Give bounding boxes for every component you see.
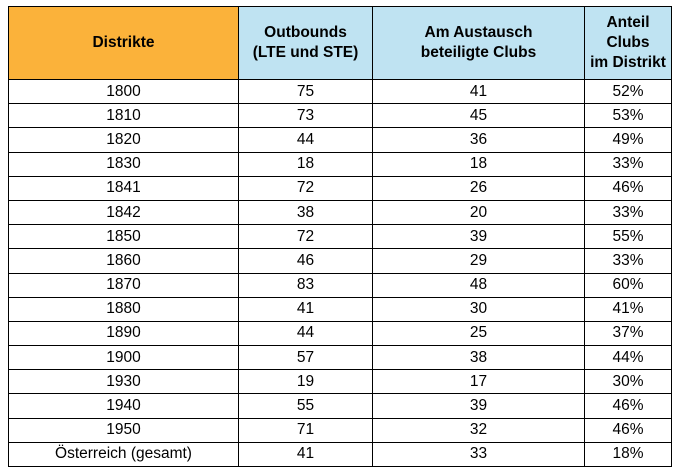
club-share-cell: 44%	[585, 346, 672, 370]
outbounds-cell: 41	[239, 297, 373, 321]
outbounds-cell: 75	[239, 80, 373, 104]
table-row	[9, 80, 672, 104]
outbounds-cell: 44	[239, 321, 373, 345]
participating-clubs-cell: 17	[373, 370, 585, 394]
outbounds-cell: 38	[239, 200, 373, 224]
club-share-cell: 37%	[585, 321, 672, 345]
club-share-cell: 18%	[585, 442, 672, 466]
district-cell: 1860	[9, 249, 239, 273]
participating-clubs-cell: 26	[373, 176, 585, 200]
club-share-cell: 33%	[585, 249, 672, 273]
header-participating-clubs	[373, 7, 585, 80]
header-outbounds-line-2: (LTE und STE)	[252, 44, 359, 61]
participating-clubs-cell: 36	[373, 128, 585, 152]
outbounds-cell: 57	[239, 346, 373, 370]
header-outbounds	[239, 7, 373, 80]
participating-clubs-cell: 33	[373, 442, 585, 466]
header-row	[9, 7, 672, 80]
participating-clubs-cell: 25	[373, 321, 585, 345]
district-cell: 1870	[9, 273, 239, 297]
table-row	[9, 346, 672, 370]
outbounds-cell: 72	[239, 176, 373, 200]
district-exchange-table	[8, 6, 672, 467]
club-share-cell: 53%	[585, 104, 672, 128]
participating-clubs-cell: 39	[373, 225, 585, 249]
district-cell: 1800	[9, 80, 239, 104]
participating-clubs-cell: 45	[373, 104, 585, 128]
outbounds-cell: 41	[239, 442, 373, 466]
club-share-cell: 41%	[585, 297, 672, 321]
table-row	[9, 225, 672, 249]
outbounds-cell: 71	[239, 418, 373, 442]
participating-clubs-cell: 39	[373, 394, 585, 418]
table-row	[9, 418, 672, 442]
participating-clubs-cell: 29	[373, 249, 585, 273]
club-share-cell: 46%	[585, 176, 672, 200]
table-row	[9, 200, 672, 224]
outbounds-cell: 73	[239, 104, 373, 128]
header-participating-clubs-line-2: beteiligte Clubs	[420, 44, 537, 61]
district-cell: 1930	[9, 370, 239, 394]
header-outbounds-line-1: Outbounds	[264, 24, 347, 41]
participating-clubs-cell: 38	[373, 346, 585, 370]
club-share-cell: 46%	[585, 418, 672, 442]
outbounds-cell: 46	[239, 249, 373, 273]
district-cell: 1841	[9, 176, 239, 200]
district-cell: 1830	[9, 152, 239, 176]
district-cell: 1890	[9, 321, 239, 345]
participating-clubs-cell: 20	[373, 200, 585, 224]
header-club-share	[585, 7, 672, 80]
table-row	[9, 321, 672, 345]
table-row	[9, 442, 672, 466]
district-cell: 1940	[9, 394, 239, 418]
participating-clubs-cell: 41	[373, 80, 585, 104]
participating-clubs-cell: 18	[373, 152, 585, 176]
participating-clubs-cell: 30	[373, 297, 585, 321]
club-share-cell: 49%	[585, 128, 672, 152]
table-row	[9, 370, 672, 394]
district-cell: 1810	[9, 104, 239, 128]
outbounds-cell: 72	[239, 225, 373, 249]
table-row	[9, 152, 672, 176]
table-row	[9, 104, 672, 128]
district-cell: Österreich (gesamt)	[9, 442, 239, 466]
outbounds-cell: 83	[239, 273, 373, 297]
table-row	[9, 394, 672, 418]
club-share-cell: 52%	[585, 80, 672, 104]
header-club-share-line-2: im Distrikt	[590, 54, 666, 71]
club-share-cell: 33%	[585, 200, 672, 224]
table-row	[9, 128, 672, 152]
outbounds-cell: 44	[239, 128, 373, 152]
table-row	[9, 249, 672, 273]
club-share-cell: 55%	[585, 225, 672, 249]
participating-clubs-cell: 32	[373, 418, 585, 442]
district-cell: 1880	[9, 297, 239, 321]
district-cell: 1820	[9, 128, 239, 152]
header-districts-line-1: Distrikte	[92, 34, 155, 51]
header-districts	[9, 7, 239, 80]
club-share-cell: 46%	[585, 394, 672, 418]
club-share-cell: 30%	[585, 370, 672, 394]
header-club-share-line-1: Anteil Clubs	[606, 14, 650, 51]
table-row	[9, 273, 672, 297]
table-row	[9, 297, 672, 321]
district-cell: 1850	[9, 225, 239, 249]
district-cell: 1842	[9, 200, 239, 224]
table-container	[8, 6, 672, 467]
outbounds-cell: 18	[239, 152, 373, 176]
club-share-cell: 33%	[585, 152, 672, 176]
club-share-cell: 60%	[585, 273, 672, 297]
outbounds-cell: 55	[239, 394, 373, 418]
header-participating-clubs-line-1: Am Austausch	[424, 24, 533, 41]
district-cell: 1950	[9, 418, 239, 442]
outbounds-cell: 19	[239, 370, 373, 394]
participating-clubs-cell: 48	[373, 273, 585, 297]
table-row	[9, 176, 672, 200]
table-body	[9, 80, 672, 467]
district-cell: 1900	[9, 346, 239, 370]
